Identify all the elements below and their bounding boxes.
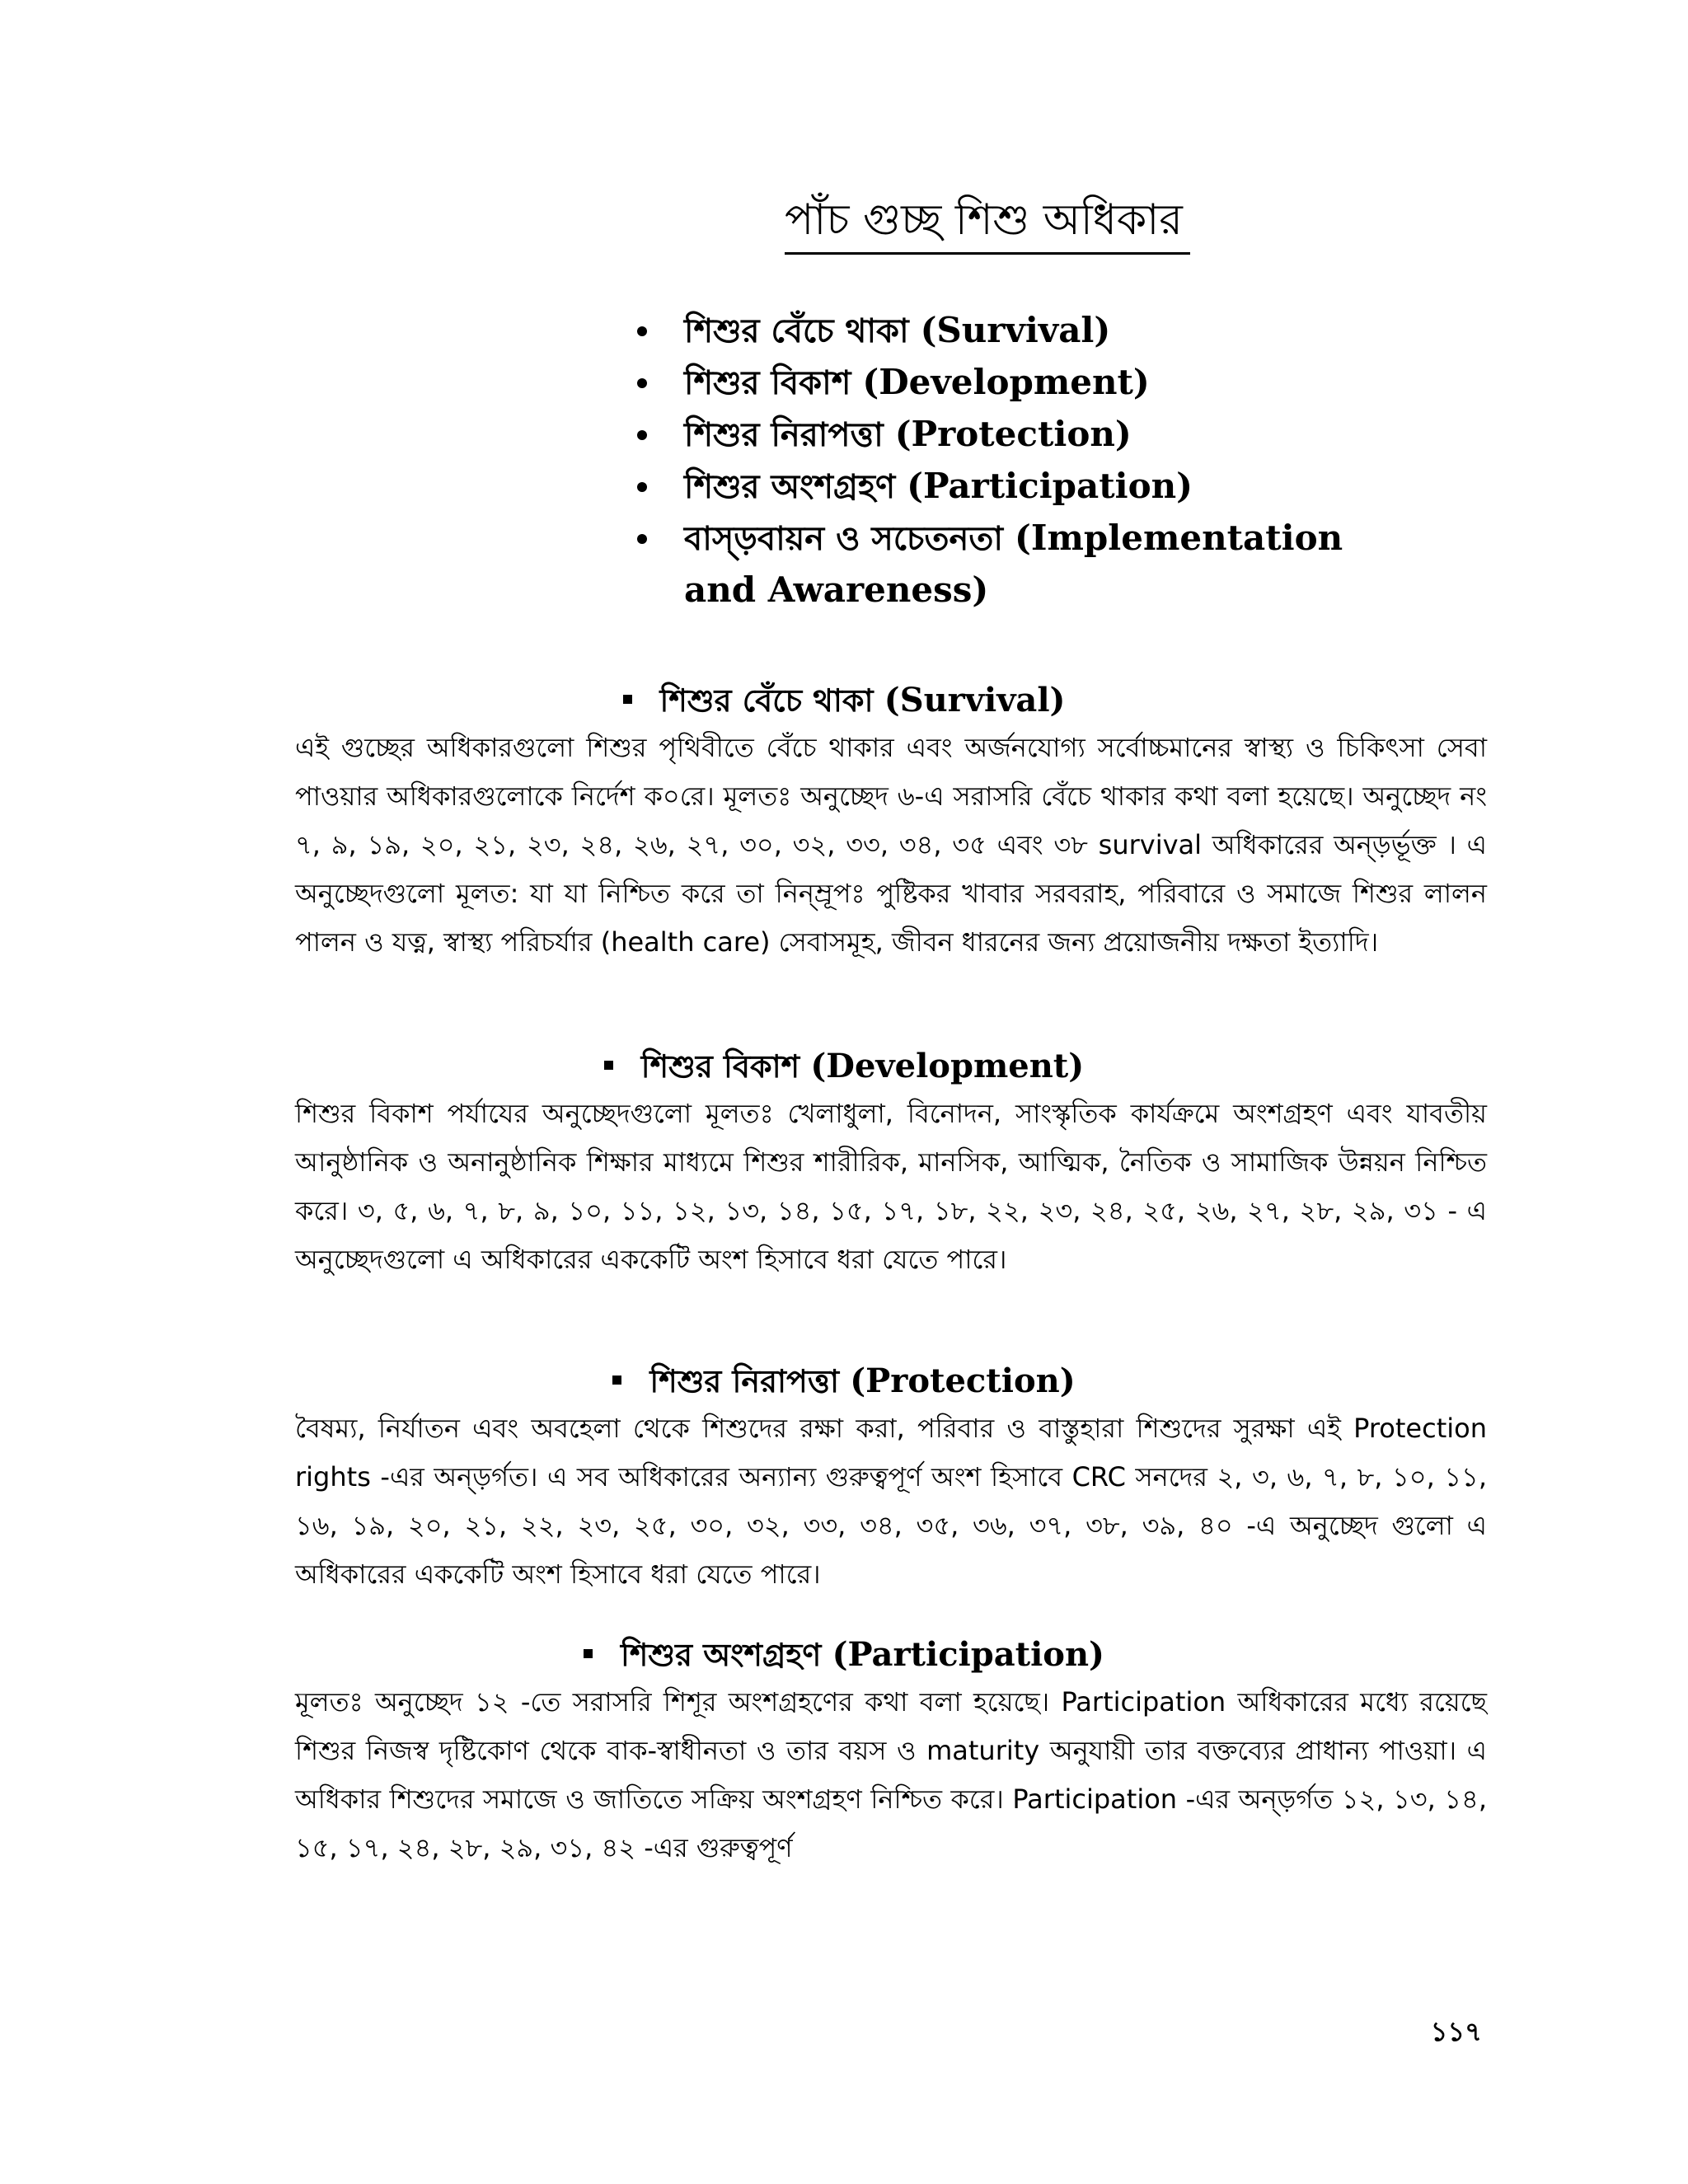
rights-list-item-implementation [635,513,1376,616]
section-body-survival: এই গুচ্ছের অধিকারগুলো শিশুর পৃথিবীতে বেঁচে থাকার এবং অর্জনযোগ্য সর্বোচ্চমানের স্বাস্থ্য ও চিকিৎসা সেবা পাওয়ার অধিকারগুলোকে নির্দেশ ক০রে। মূলতঃ অনুচ্ছেদ ৬-এ সরাসরি বেঁচে থাকার কথা বলা হয়েছে। অনুচ্ছেদ নং ৭, ৯, ১৯, ২০, ২১, ২৩, ২৪, ২৬, ২৭, ৩০, ৩২, ৩৩, ৩৪, ৩৫ এবং ৩৮ survival অধিকারের অন্ড়র্ভূক্ত । এ অনুচ্ছেদগুলো মূলত: যা যা নিশ্চিত করে তা নিন্ম্রূপঃ পুষ্টিকর খাবার সরবরাহ, পরিবারে ও সমাজে শিশুর লালন পালন ও যত্ন, স্বাস্থ্য পরিচর্যার (health care) সেবাসমূহ, জীবন ধারনের জন্য প্রয়োজনীয় দক্ষতা ইত্যাদি। [295,732,1487,958]
section-heading-bn: শিশুর বিকাশ [640,1048,811,1085]
rights-list-item-en: (Protection) [894,414,1132,454]
section-heading-participation [0,1632,1688,1678]
section-heading-bn: শিশুর বেঁচে থাকা [659,682,884,719]
section-body-participation: মূলতঃ অনুচ্ছেদ ১২ -তে সরাসরি শিশূর অংশগ্রহণের কথা বলা হয়েছে। Participation অধিকারের মধ্যে রয়েছে শিশুর নিজস্ব দৃষ্টিকোণ থেকে বাক-স্বাধীনতা ও তার বয়স ও maturity অনুযায়ী তার বক্তব্যের প্রাধান্য পাওয়া। এ অধিকার শিশুদের সমাজে ও জাতিতে সক্রিয় অংশগ্রহণ নিশ্চিত করে। Participation -এর অন্ড়র্গত ১২, ১৩, ১৪, ১৫, ১৭, ২৪, ২৮, ২৯, ৩১, ৪২ -এর গুরুত্বপূর্ণ [295,1686,1487,1863]
rights-list-item-bn: বাস্ড়বায়ন ও সচেতনতা [684,520,1015,558]
section-heading-development [0,1043,1688,1090]
rights-list-item-bn: শিশুর বেঁচে থাকা [684,312,921,350]
section-body-development: শিশুর বিকাশ পর্যাযের অনুচ্ছেদগুলো মূলতঃ খেলাধুলা, বিনোদন, সাংস্কৃতিক কার্যক্রমে অংশগ্রহণ এবং যাবতীয় আনুষ্ঠানিক ও অনানুষ্ঠানিক শিক্ষার মাধ্যমে শিশুর শারীরিক, মানসিক, আত্মিক, নৈতিক ও সামাজিক উন্নয়ন নিশ্চিত করে। ৩, ৫, ৬, ৭, ৮, ৯, ১০, ১১, ১২, ১৩, ১৪, ১৫, ১৭, ১৮, ২২, ২৩, ২৪, ২৫, ২৬, ২৭, ২৮, ২৯, ৩১ - এ অনুচ্ছেদগুলো এ অধিকারের এককেটি অংশ হিসাবে ধরা যেতে পারে। [295,1098,1487,1275]
section-heading-bn: শিশুর অংশগ্রহণ [621,1637,832,1673]
square-bullet-icon [604,1061,613,1070]
section-heading-protection [0,1358,1688,1404]
section-heading-survival [0,677,1688,724]
rights-list-item-survival [635,305,1376,357]
rights-list-item-en: (Development) [862,362,1150,402]
square-bullet-icon [612,1376,621,1385]
rights-list-item-en: (Participation) [907,466,1193,506]
square-bullet-icon [584,1649,593,1658]
rights-list-item-protection [635,409,1376,461]
section-heading-en: (Participation) [832,1635,1104,1674]
rights-list-item-bn: শিশুর নিরাপত্তা [684,416,895,454]
section-heading-en: (Protection) [850,1361,1076,1400]
rights-list-item-development [635,357,1376,409]
section-heading-en: (Development) [810,1047,1085,1085]
rights-list-item-bn: শিশুর বিকাশ [684,364,863,402]
rights-list [635,305,1376,616]
rights-list-item-en: (Survival) [920,310,1111,350]
square-bullet-icon [623,695,632,704]
page-title: পাঁচ গুচ্ছ শিশু অধিকার [785,191,1190,255]
rights-list-item-en: (Implementation and Awareness) [684,518,1343,610]
rights-list-item-bn: শিশুর অংশগ্রহণ [684,468,907,506]
page-number: ১১৭ [1430,2016,1482,2047]
section-heading-en: (Survival) [884,681,1066,719]
section-body-protection: বৈষম্য, নির্যাতন এবং অবহেলা থেকে শিশুদের রক্ষা করা, পরিবার ও বাস্তুহারা শিশুদের সুরক্ষা এই Protection rights -এর অন্ড়র্গত। এ সব অধিকারের অন্যান্য গুরুত্বপূর্ণ অংশ হিসাবে CRC সনদের ২, ৩, ৬, ৭, ৮, ১০, ১১, ১৬, ১৯, ২০, ২১, ২২, ২৩, ২৫, ৩০, ৩২, ৩৩, ৩৪, ৩৫, ৩৬, ৩৭, ৩৮, ৩৯, ৪০ -এ অনুচ্ছেদ গুলো এ অধিকারের এককেটি অংশ হিসাবে ধরা যেতে পারে। [295,1413,1487,1590]
section-heading-bn: শিশুর নিরাপত্তা [649,1363,851,1399]
rights-list-item-participation [635,461,1376,513]
